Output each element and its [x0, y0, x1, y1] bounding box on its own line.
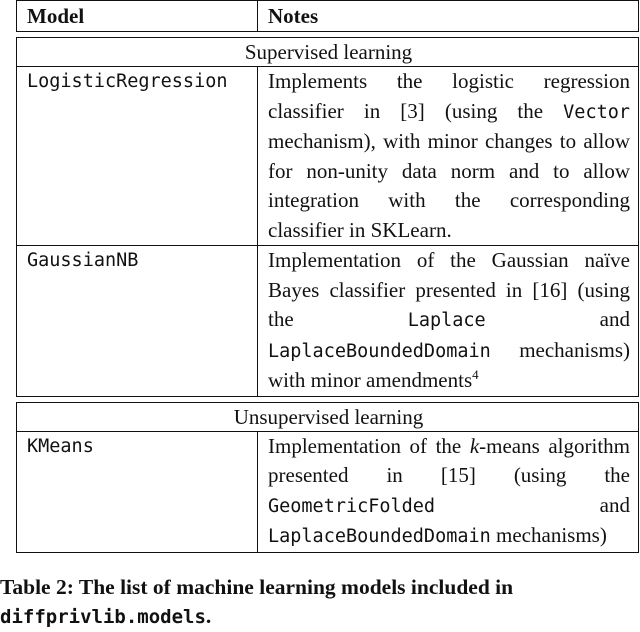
code-term: LaplaceBoundedDomain: [268, 340, 491, 362]
code-term: LaplaceBoundedDomain: [268, 526, 491, 547]
model-notes: [258, 431, 639, 552]
table-body: [17, 32, 639, 553]
code-term: Vector: [563, 101, 630, 123]
section-title: Supervised learning: [17, 38, 639, 67]
model-name: LogisticRegression: [17, 67, 258, 246]
table-row: [17, 67, 639, 246]
code-term: GeometricFolded: [268, 495, 436, 517]
table-header-row: [17, 1, 639, 32]
notes-text: Implementation of the: [268, 433, 470, 458]
notes-text: Implementation of the Gaussian naïve Bayes classifier presented in [16] (using the: [268, 248, 630, 331]
notes-text: Implements the logistic regression classifier in [3] (using the: [268, 69, 630, 123]
header-model: Model: [17, 1, 258, 32]
notes-text: -means algorithm presented in [15] (using the: [268, 433, 630, 487]
models-table: [16, 0, 639, 553]
notes-text: and: [435, 492, 630, 517]
section-title: Unsupervised learning: [17, 402, 639, 431]
notes-text: and: [485, 307, 631, 331]
table-row: [17, 431, 639, 552]
model-notes: [258, 246, 639, 397]
model-name: GaussianNB: [17, 246, 258, 397]
section-title-row: [17, 402, 639, 431]
model-notes: [258, 67, 639, 246]
code-term: Laplace: [407, 310, 486, 331]
footnote-mark: 4: [472, 367, 479, 382]
notes-text: k: [469, 433, 480, 458]
notes-text: mechanism), with minor changes to allow for non-unity data norm and to allow integration with the corresponding classifier in SKLearn.: [268, 129, 630, 242]
notes-text: mechanisms) with minor amendments: [268, 337, 630, 392]
section-title-row: [17, 38, 639, 67]
notes-text: mechanisms): [490, 523, 607, 547]
header-notes: Notes: [258, 1, 639, 32]
table-caption: [0, 573, 640, 632]
model-name: KMeans: [17, 431, 258, 552]
caption-suffix: .: [205, 604, 212, 628]
table-row: [17, 246, 639, 397]
caption-prefix: Table 2: The list of machine learning models included in: [0, 575, 514, 599]
caption-code: diffprivlib.models: [0, 606, 206, 628]
